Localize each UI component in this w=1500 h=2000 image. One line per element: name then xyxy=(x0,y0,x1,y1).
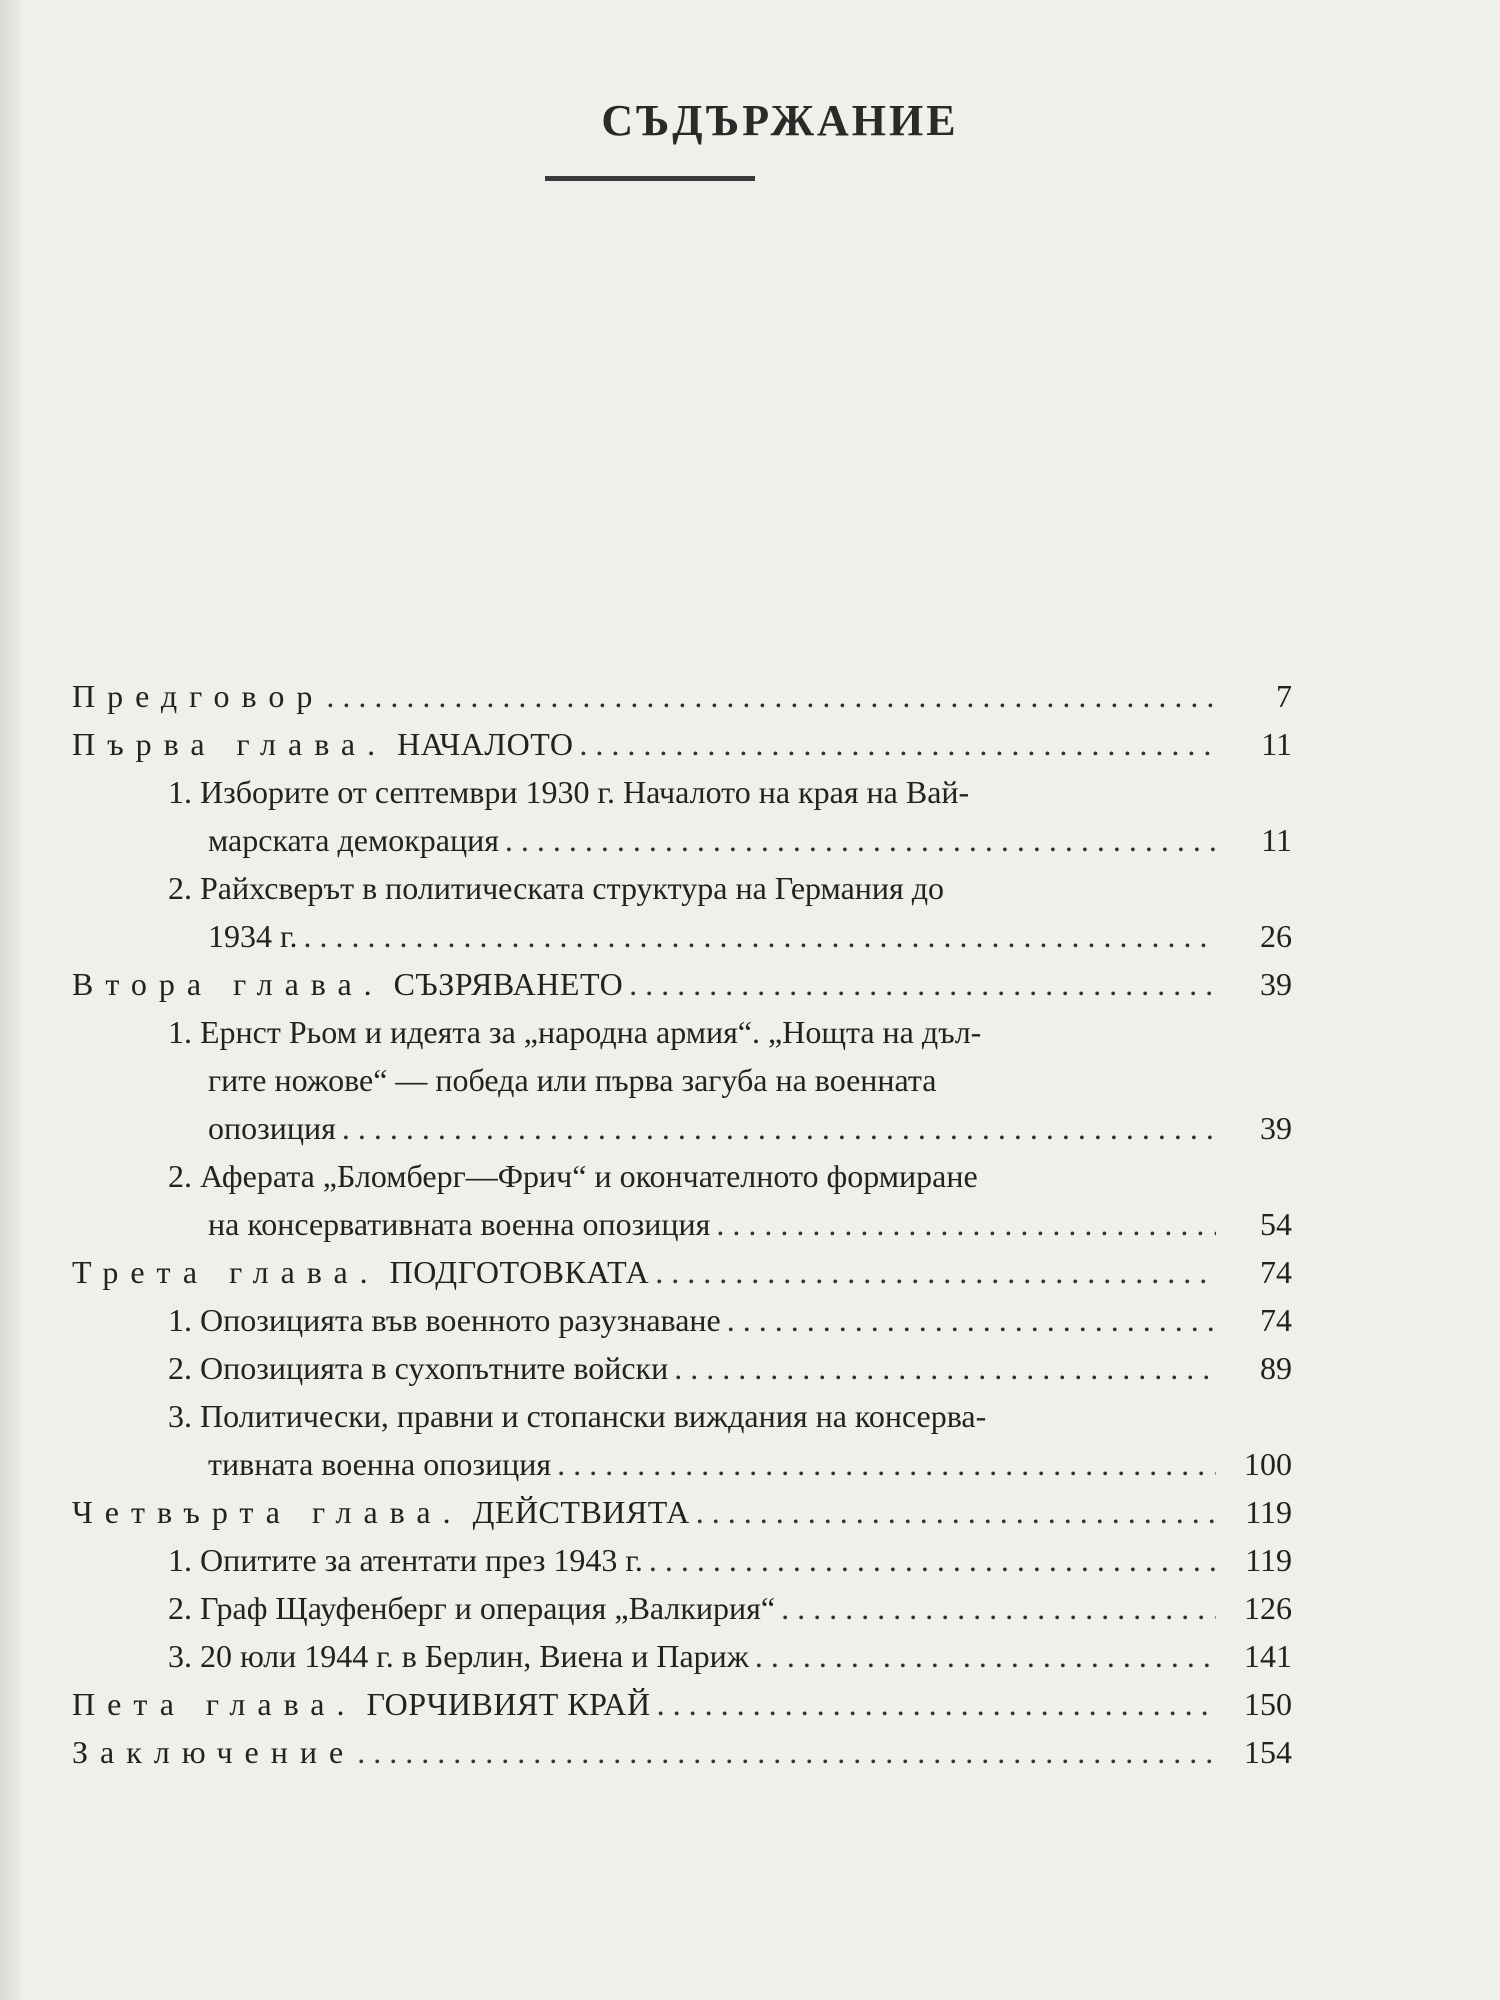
toc-entry-2-2[interactable] xyxy=(72,1152,1292,1248)
toc-entry-preface[interactable] xyxy=(72,672,1292,720)
dot-leader xyxy=(579,720,1216,768)
dot-leader xyxy=(557,1440,1216,1488)
dot-leader xyxy=(342,1104,1216,1152)
toc-entry-chapter-5[interactable] xyxy=(72,1680,1292,1728)
toc-entry-4-3[interactable] xyxy=(72,1632,1292,1680)
page-number: 119 xyxy=(1245,1494,1292,1530)
entry-text: 2. Аферата „Бломберг—Фрич“ и окончателното формиране xyxy=(168,1158,978,1194)
toc-entry-3-2[interactable] xyxy=(72,1344,1292,1392)
entry-text: 3. Политически, правни и стопански виждания на консерва- xyxy=(168,1398,987,1434)
chapter-prefix: Първа глава. xyxy=(72,726,388,762)
entry-text-cont: 1934 г. xyxy=(208,918,298,954)
dot-leader xyxy=(505,816,1216,864)
chapter-prefix: Трета глава. xyxy=(72,1254,380,1290)
entry-text-cont: марската демокрация xyxy=(208,822,499,858)
page-number: 119 xyxy=(1245,1542,1292,1578)
page-number: 11 xyxy=(1261,726,1292,762)
page-number: 100 xyxy=(1244,1446,1292,1482)
entry-text: 2. Граф Щауфенберг и операция „Валкирия“ xyxy=(168,1590,776,1626)
dot-leader xyxy=(727,1296,1216,1344)
page-number: 7 xyxy=(1276,678,1292,714)
dot-leader xyxy=(326,672,1216,720)
dot-leader xyxy=(357,1728,1216,1776)
entry-text: 1. Опитите за атентати през 1943 г. xyxy=(168,1542,643,1578)
chapter-title: ГОРЧИВИЯТ КРАЙ xyxy=(366,1686,651,1722)
page-edge-shadow xyxy=(0,0,22,2000)
page-number: 54 xyxy=(1260,1206,1292,1242)
page-number: 39 xyxy=(1260,1110,1292,1146)
toc-entry-2-1[interactable] xyxy=(72,1008,1292,1152)
toc-entry-4-1[interactable] xyxy=(72,1536,1292,1584)
dot-leader xyxy=(781,1584,1216,1632)
page-number: 39 xyxy=(1260,966,1292,1002)
entry-label: Заключение xyxy=(72,1734,356,1770)
table-of-contents xyxy=(72,672,1292,1776)
page-number: 126 xyxy=(1244,1590,1292,1626)
entry-text: 1. Изборите от септември 1930 г. Началото на края на Вай- xyxy=(168,774,970,810)
chapter-title: ПОДГОТОВКАТА xyxy=(389,1254,650,1290)
page-number: 11 xyxy=(1261,822,1292,858)
toc-entry-chapter-1[interactable] xyxy=(72,720,1292,768)
dot-leader xyxy=(755,1632,1216,1680)
toc-entry-3-3[interactable] xyxy=(72,1392,1292,1488)
chapter-prefix: Втора глава. xyxy=(72,966,384,1002)
page-number: 26 xyxy=(1260,918,1292,954)
dot-leader xyxy=(649,1536,1216,1584)
chapter-title: СЪЗРЯВАНЕТО xyxy=(393,966,624,1002)
dot-leader xyxy=(655,1248,1216,1296)
title-underline xyxy=(545,176,755,181)
entry-text: 3. 20 юли 1944 г. в Берлин, Виена и Париж xyxy=(168,1638,749,1674)
chapter-prefix: Пета глава. xyxy=(72,1686,357,1722)
entry-label: Предговор xyxy=(72,678,325,714)
page-number: 150 xyxy=(1244,1686,1292,1722)
dot-leader xyxy=(716,1200,1216,1248)
chapter-title: НАЧАЛОТО xyxy=(397,726,574,762)
toc-entry-3-1[interactable] xyxy=(72,1296,1292,1344)
toc-entry-chapter-2[interactable] xyxy=(72,960,1292,1008)
toc-entry-4-2[interactable] xyxy=(72,1584,1292,1632)
entry-text-cont: опозиция xyxy=(208,1110,336,1146)
toc-entry-1-2[interactable] xyxy=(72,864,1292,960)
toc-entry-1-1[interactable] xyxy=(72,768,1292,864)
entry-text: 1. Опозицията във военното разузнаване xyxy=(168,1302,721,1338)
dot-leader xyxy=(657,1680,1216,1728)
chapter-title: ДЕЙСТВИЯТА xyxy=(472,1494,690,1530)
entry-text-cont: на консервативната военна опозиция xyxy=(208,1206,711,1242)
page-number: 154 xyxy=(1244,1734,1292,1770)
page-number: 74 xyxy=(1260,1254,1292,1290)
dot-leader xyxy=(674,1344,1216,1392)
toc-entry-chapter-3[interactable] xyxy=(72,1248,1292,1296)
entry-text: 1. Ернст Рьом и идеята за „народна армия“. „Нощта на дъл- xyxy=(168,1014,982,1050)
page-number: 141 xyxy=(1244,1638,1292,1674)
page-number: 89 xyxy=(1260,1350,1292,1386)
entry-text-cont: тивната военна опозиция xyxy=(208,1446,552,1482)
entry-text: 2. Опозицията в сухопътните войски xyxy=(168,1350,669,1386)
toc-entry-conclusion[interactable] xyxy=(72,1728,1292,1776)
dot-leader xyxy=(696,1488,1216,1536)
page-title: СЪДЪРЖАНИЕ xyxy=(601,96,959,145)
entry-text-cont: гите ножове“ — победа или първа загуба на военната xyxy=(208,1062,937,1098)
toc-entry-chapter-4[interactable] xyxy=(72,1488,1292,1536)
dot-leader xyxy=(304,912,1216,960)
entry-text: 2. Райхсверът в политическата структура на Германия до xyxy=(168,870,945,906)
dot-leader xyxy=(629,960,1216,1008)
chapter-prefix: Четвърта глава. xyxy=(72,1494,463,1530)
page-number: 74 xyxy=(1260,1302,1292,1338)
